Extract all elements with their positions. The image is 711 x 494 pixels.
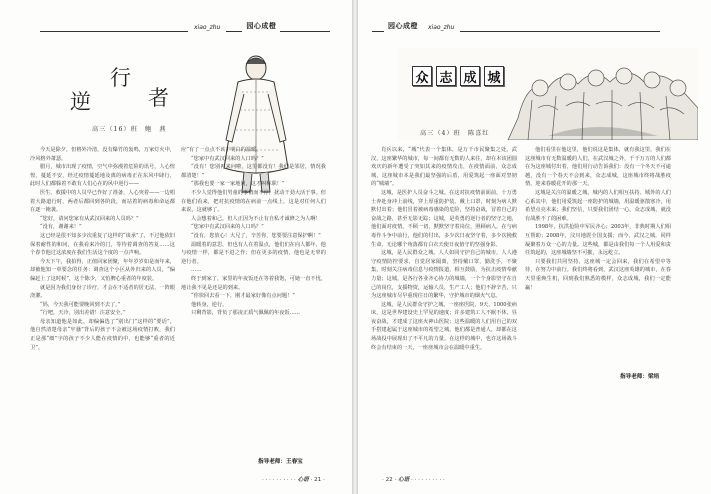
footer-dots: · · · · · · · · · ·: [411, 477, 445, 483]
header-rule: [372, 31, 384, 32]
paragraph: 只剩背影，背负了那凌正质气佩佩的年夜饭……: [191, 310, 300, 317]
paragraph: 医生、救援中的人员早已作好了准备，人心突着——一边唱着大路道行时，两者后都回到各阶段，而站着的病毒和命运都在逐一掩袭。: [30, 189, 175, 214]
title-char-box: 志: [436, 66, 456, 86]
paragraph: 这已经是很不知多少次重复了这样的“谈承”了，不过他依旧保着耐性的和问，在我看来冷的门，等待着调查的答复……这个春节他过这浓度在我们生活这个度的一点声响。: [30, 232, 175, 257]
paragraph: 这城，是人民群众之城。人人如同守护自己的城市，人人遵守疫情防控要求，自觉居家隔离，坚持戴口罩，勤洗手，不聚集，时刻关注病毒信息与疫情报道，相互鼓励，为抗击疫情奉献力量；这城，是各行各业齐心协力的城墙，一个个身影坚守在自己的岗位，支援物资，运输人员，生产工人；他们不辞辛苦，只为这座城市尽早重现往日的繁华，守护城市的烟火气息。: [371, 250, 517, 300]
header-brand: 园心成橙: [246, 22, 277, 30]
paragraph: “你快回去看一下，刚才最家好像有点问题！”: [191, 293, 295, 300]
header-pinyin: xiao_zhu: [194, 24, 221, 31]
page-footer: [262, 475, 325, 483]
title-char: 逆: [70, 90, 91, 114]
advisor-credit: 指导老师：王春宝: [258, 459, 303, 465]
paragraph: 他转身，逆行。: [191, 301, 228, 308]
paragraph: “行吧，天冷，别出差错！注意安全。”: [40, 310, 126, 317]
paragraph: “您家中有武汉回来的人口吗？”: [191, 224, 264, 231]
page-footer: [382, 475, 445, 483]
header-rule: [280, 31, 330, 32]
paragraph: 温暖着的意思，但也有人在着温点，他们们在向人都年，他与疫情一样，都是不进之作；但在更多的疫情，他也是无辜的逆行者。: [181, 241, 326, 265]
article-column-1: [371, 146, 517, 352]
paragraph: “没有，谢谢来！”: [40, 224, 82, 231]
paragraph: “那我也要一家一家地问，这才叫称职！”: [191, 181, 285, 188]
article-column-1: [30, 146, 175, 352]
paragraph: 人会想着和己，但人正因为不止有自私才诚修之为人啊！: [191, 215, 321, 222]
header-rule: [460, 31, 660, 32]
paragraph: 这城，是人民群众守护之城。一座座医院，9天，1000张病床，这是世界建设史上罕见的速度；许多建筑工人不眠不休，昼夜奋战，才建成了这座火神山医院；这些温暖的人们用自己的双手搭建起属于这座城市的希望之城，他们都是普通人，却都在这场战役中展现出了不平凡的力量。在这样的城中，也许这场战斗终会有结束的一天，一座座城市会在温暖中重生。: [371, 301, 517, 351]
article-column-2: [525, 146, 671, 292]
title-char-box: 众: [412, 66, 432, 86]
article-column-2: [181, 146, 326, 318]
byline: 高三（16）班 鲍 燕: [92, 126, 167, 133]
footer-dots: · · · · · · · · · ·: [262, 477, 298, 483]
header-rule: [40, 31, 188, 32]
paragraph: “妈，今天我可能要晚回到不去了。”: [40, 301, 121, 308]
paragraph: 应”有了一点点不该不明白的温暖。: [181, 147, 262, 153]
paragraph: 今天下午，我拍得，正值回家团聚，年年岁岁如是而年来，却被他知一单要念的任务：调查这个小区从外归来的人员，“偏偏赶上了这时候”，这个陈少，又怕脾心重者的年度装。: [30, 258, 175, 282]
paragraph: “您家中有武汉回来的人口吗？”: [191, 155, 264, 162]
page-number: · 22 ·: [382, 477, 399, 483]
left-header: [40, 18, 340, 32]
byline: 高三（4）班 陈喜红: [420, 130, 490, 137]
footer-label: 心语: [398, 477, 410, 483]
paragraph: 终于到家了，家里的年夜饭还在等着我饱，可她一直不忧，地让我不见是还是的到来。: [181, 275, 326, 291]
page-number-value: 21: [314, 477, 322, 483]
paragraph: 1998年，抗洪抢险中军民齐心；2003年，非典时期人们相互帮助；2008年，汶川地震全国支援；而今，武汉之城，同样凝聚着万众一心的力量。这些城，都是由我们每一个人用爱和责任筑起的，这座城墙坚不可摧，永远屹立。: [525, 224, 671, 257]
paragraph: 今天是除夕，但格外冷清，没有爆竹的轰鸣，万家灯火中，冷风格外萧瑟。: [30, 147, 175, 162]
paragraph: 就是因为我们身份了诊疗，才会在不适者的居无法，一阵眼浇灌。: [30, 284, 175, 300]
title-char: 行: [110, 66, 131, 90]
paragraph: 肖兵以来，“城”代表一个集体，是万千市民聚集之处。武汉，这座繁华的城市，每一间都有无数的人来往，却在本该团圆欢庆的新年遭受了突如其来的疫情攻击，在疫情面前，众志成城，这座城市本是我们最坚强的后盾，用爱筑起一座面对坚韧的“城墙”。: [371, 147, 517, 188]
paragraph: 不少人觉得他们男童的事情而不停，扰动干劲大活于事。但在他们看来，把对抗疫情的在病前一点线上，这是对任何人们来说，这就够了。: [181, 189, 326, 214]
paragraph: “您好，请问您家有从武汉回来的人员吗？”: [40, 215, 139, 222]
title-char: 者: [148, 86, 169, 110]
paragraph: 只要我们共同坚持，这座城一定会回来，我们在希望中等待，在努力中前行。我们终将看到，武汉这座英雄的城市，在春天里重焕生机，回到我们熟悉的模样，众志成城，我们一定能赢！: [525, 258, 671, 291]
paragraph: ……: [191, 267, 202, 274]
page-number-value: 22: [385, 477, 393, 483]
right-header: [372, 18, 672, 32]
paragraph: “没有！您别再来问啦，这里都没有！我们是邻居，情况我都清楚！”: [181, 164, 326, 179]
footer-label: 心语: [297, 477, 309, 483]
paragraph: 母亲知道他是如此，却偏偏选了“别出门”这样的“要话”，他自然清楚母亲“牢骚”背后的孩子不会被这场疫情打败，我们正是那“细”字的孩子不少人能在疫情的中，也能够“重者的近卫”。: [30, 318, 175, 351]
advisor-credit: 指导老师：梁培: [620, 374, 660, 380]
header-rule: [226, 31, 242, 32]
crowd-illustration: [398, 48, 698, 140]
title-banner: [398, 48, 698, 140]
paragraph: 腊月，城市出现了疫情，空气中弥漫着危险的讯号，人心惶惶，蔓延不安，经过疫情蔓延地及离的病毒正在东风中肆行，此时人们都躲着不敢有人们心在的风中逆行——: [30, 164, 175, 188]
title-char-box: 成: [460, 66, 480, 86]
paragraph: 他们看里在他这里，他们说这是集体，就有我这里，我们在这座城市有无数温暖的人们，在武汉城之外，千千万万的人们都在为这座城付出着，他们用行动告诉我们：没有一个冬天不可逾越，没有一个春天不会到来，众志成城，这座城市终将战胜疫情，迎来春暖花开的那一天。: [525, 147, 671, 188]
title-char-box: 城: [484, 66, 504, 86]
header-brand: 园心成橙: [388, 22, 418, 30]
page-number: · 21 ·: [310, 477, 325, 483]
header-pinyin: xiao_zhu: [428, 24, 455, 31]
left-page: [0, 0, 352, 494]
paragraph: 这城，是医护人员奋斗之城。在这对抗疫情前面前，十万勇士奔赴身冲上前线，穿上厚重防护装、戴上口罩，时刻为病人默默付出着；他们冒着被病毒感染的危险，坚持奋战，冒着自己的奋战之路，甚至无影无踪；这城，是英勇的逆行者的坚守之地，他们面对疫情，不顾一切，默默坚守着岗位，照顾病人，在与病毒作斗争中前行，他们的付出，多少次日夜坚守着，多少次挽救生命，无论哪个角落都有白衣天使日夜值守的坚强身影。: [371, 189, 517, 248]
paragraph: “没有，您放心！大兄了，辛苦你，您要要注意保护啊！”: [191, 232, 321, 239]
paragraph: 这城是关注的温暖之城，城内的人们相互扶持、城外的人们心系其中，他们用爱筑起一座防护的城墙，用温暖驱散寒冷，用希望点亮未来；我们坚信，只要我们团结一心，众志成城，就没有战胜不了的困难。: [525, 189, 671, 222]
